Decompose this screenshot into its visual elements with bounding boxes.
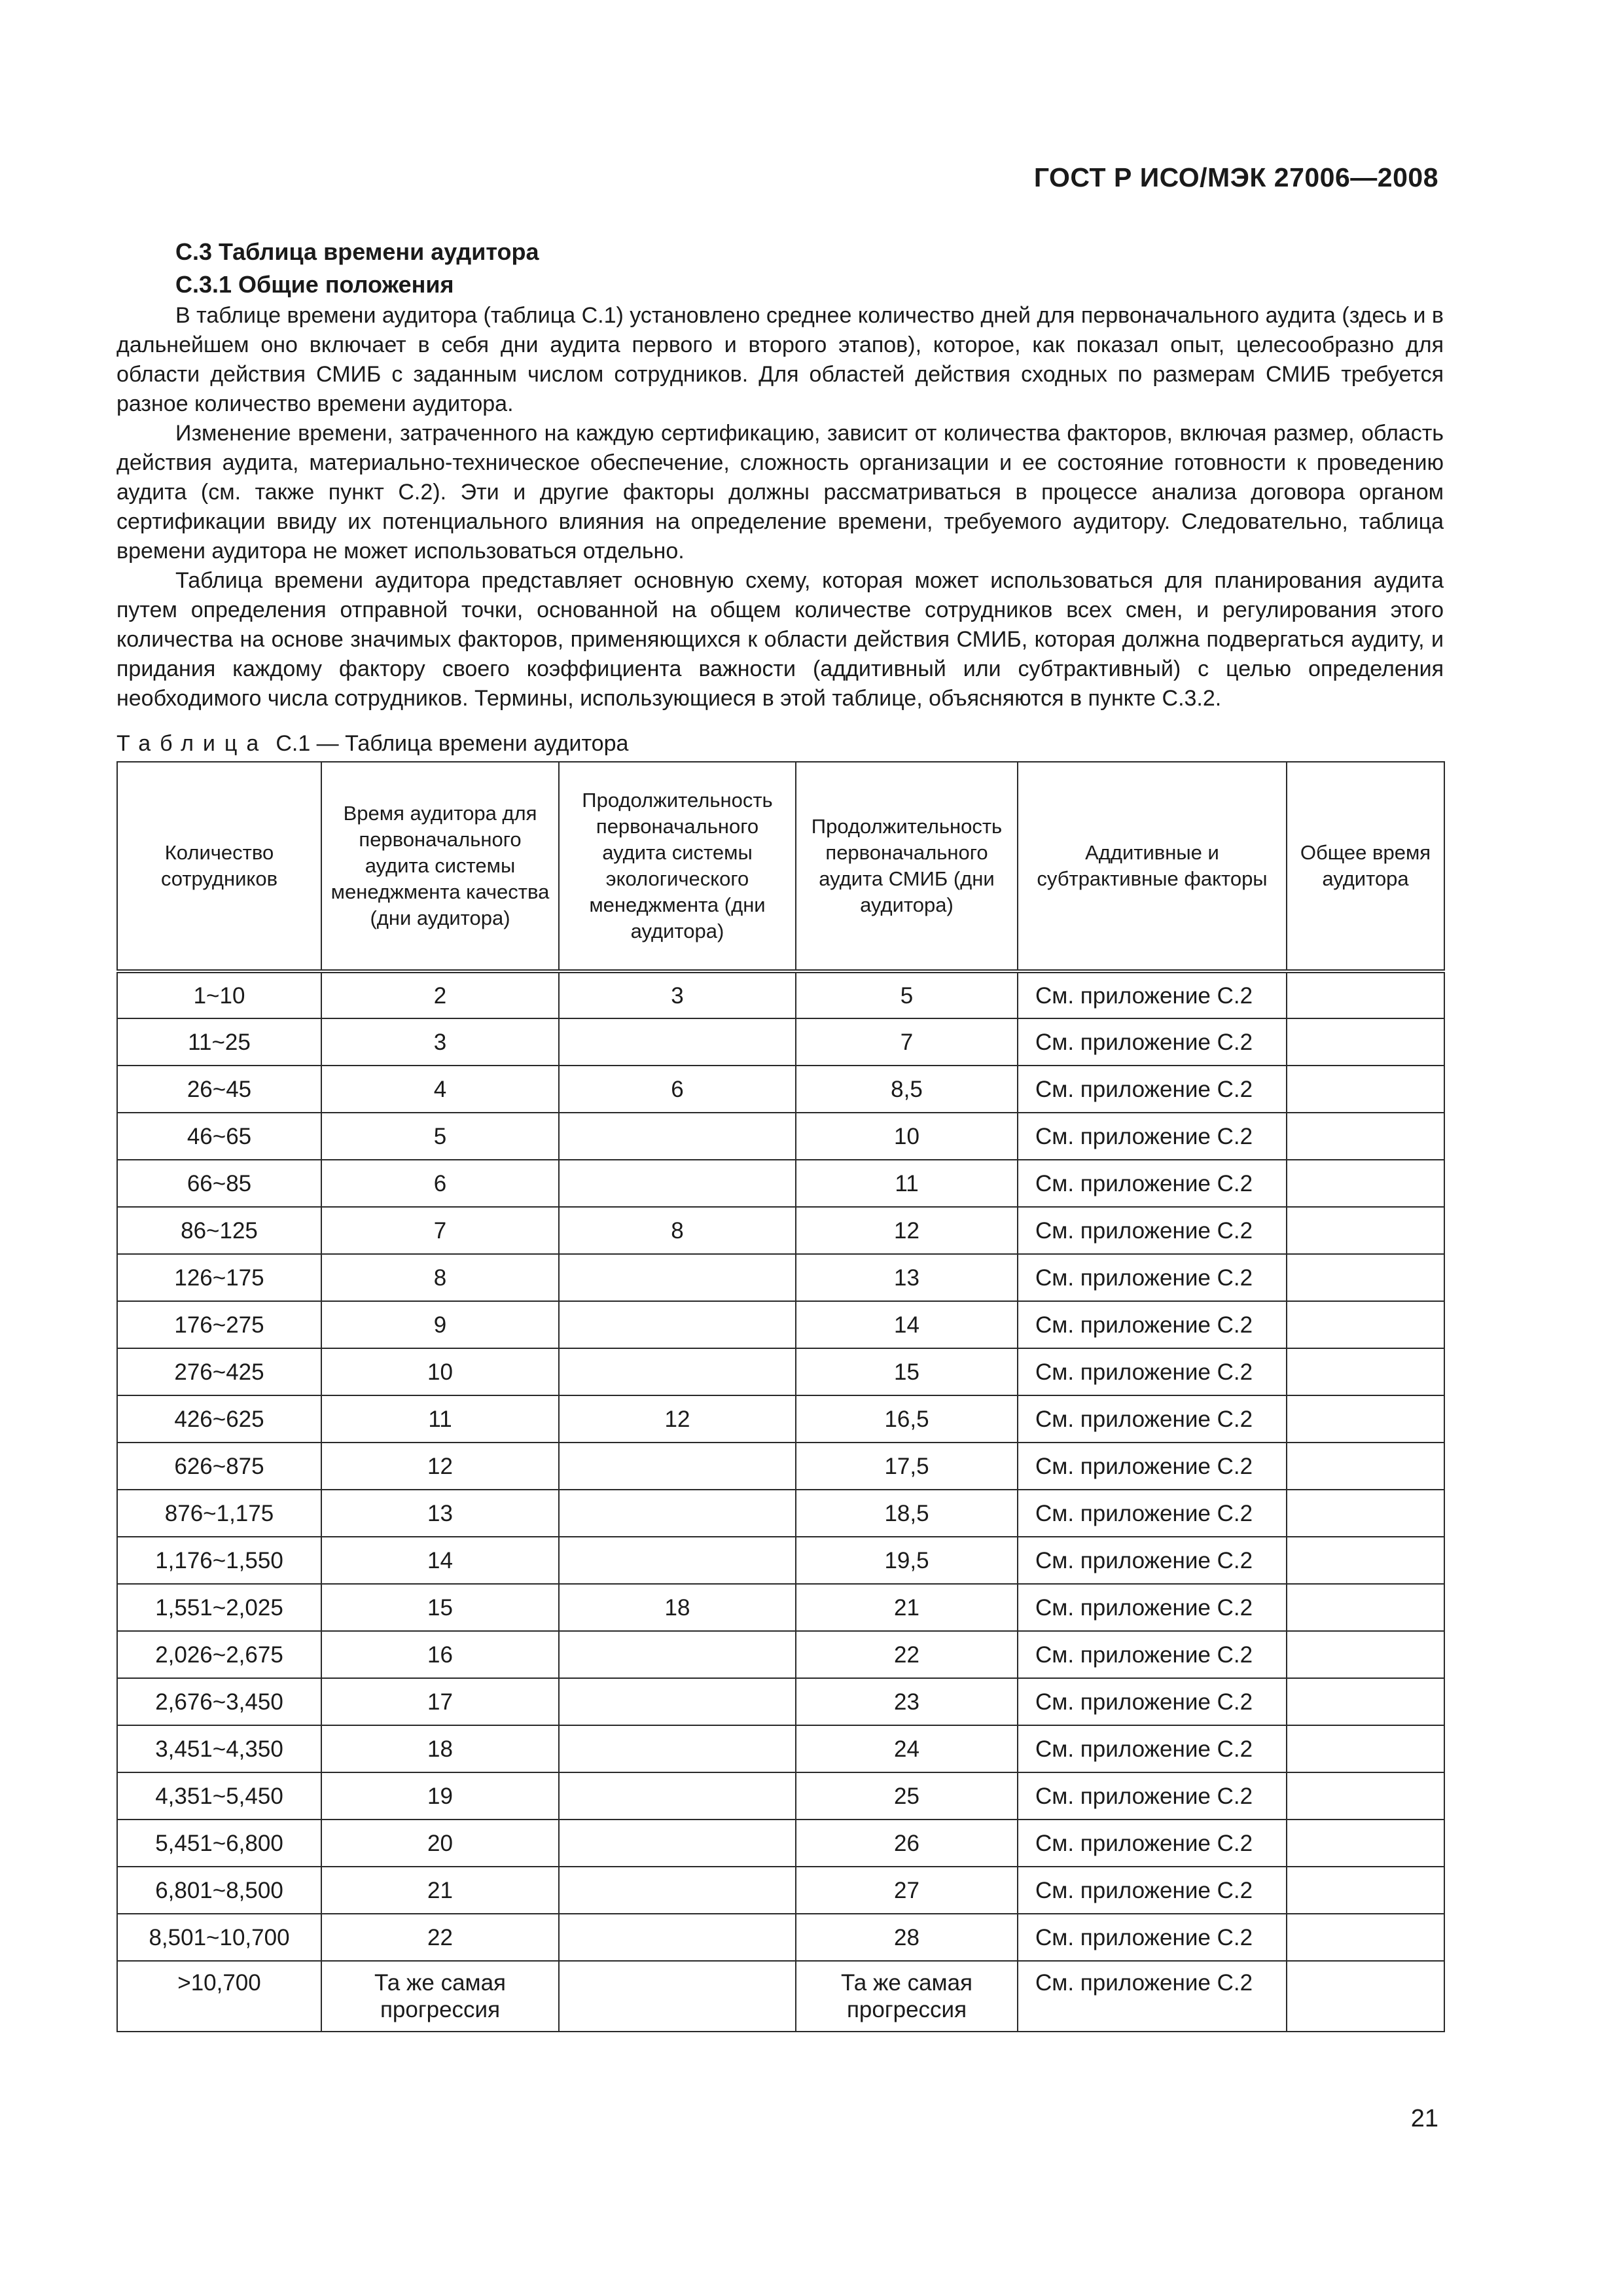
cell-ems-duration: 12 [559, 1395, 796, 1443]
cell-employees: 276~425 [117, 1348, 321, 1395]
header-factors: Аддитивные и субтрактивные факторы [1018, 762, 1287, 971]
header-employees: Количество сотрудников [117, 762, 321, 971]
cell-total-time [1287, 1725, 1444, 1772]
cell-qms-time: 15 [321, 1584, 559, 1631]
cell-factors: См. приложение С.2 [1018, 1772, 1287, 1820]
cell-ems-duration [559, 1537, 796, 1584]
cell-total-time [1287, 971, 1444, 1018]
subsection-title: С.3.1 Общие положения [175, 271, 454, 298]
cell-factors: См. приложение С.2 [1018, 1584, 1287, 1631]
cell-isms-duration: 27 [796, 1867, 1018, 1914]
cell-employees: 876~1,175 [117, 1490, 321, 1537]
cell-isms-duration: 7 [796, 1018, 1018, 1066]
cell-isms-duration: 28 [796, 1914, 1018, 1961]
auditor-time-table [116, 761, 1445, 2032]
cell-total-time [1287, 1113, 1444, 1160]
cell-total-time [1287, 1490, 1444, 1537]
cell-ems-duration [559, 1113, 796, 1160]
table-row [117, 1348, 1444, 1395]
cell-factors: См. приложение С.2 [1018, 1395, 1287, 1443]
cell-factors: См. приложение С.2 [1018, 1678, 1287, 1725]
cell-total-time [1287, 1066, 1444, 1113]
table-row [117, 1113, 1444, 1160]
cell-qms-time: 21 [321, 1867, 559, 1914]
cell-ems-duration: 3 [559, 971, 796, 1018]
cell-factors: См. приложение С.2 [1018, 1113, 1287, 1160]
cell-employees: 26~45 [117, 1066, 321, 1113]
cell-total-time [1287, 1301, 1444, 1348]
cell-factors: См. приложение С.2 [1018, 1631, 1287, 1678]
table-row [117, 1160, 1444, 1207]
table-row [117, 1867, 1444, 1914]
cell-qms-time: 14 [321, 1537, 559, 1584]
cell-qms-time: 12 [321, 1443, 559, 1490]
cell-total-time [1287, 1443, 1444, 1490]
cell-ems-duration: 18 [559, 1584, 796, 1631]
cell-ems-duration [559, 1961, 796, 2032]
cell-total-time [1287, 1584, 1444, 1631]
cell-ems-duration [559, 1443, 796, 1490]
header-total-time: Общее время аудитора [1287, 762, 1444, 971]
header-ems-duration: Продолжительность первоначального аудита системы экологического менеджмента (дни аудитора) [559, 762, 796, 971]
cell-isms-duration: 18,5 [796, 1490, 1018, 1537]
cell-total-time [1287, 1537, 1444, 1584]
cell-ems-duration [559, 1678, 796, 1725]
cell-total-time [1287, 1867, 1444, 1914]
table-row [117, 1537, 1444, 1584]
cell-factors: См. приложение С.2 [1018, 1207, 1287, 1254]
cell-factors: См. приложение С.2 [1018, 1254, 1287, 1301]
cell-employees: 426~625 [117, 1395, 321, 1443]
cell-total-time [1287, 1018, 1444, 1066]
cell-total-time [1287, 1348, 1444, 1395]
cell-ems-duration [559, 1018, 796, 1066]
cell-factors: См. приложение С.2 [1018, 1961, 1287, 2032]
cell-isms-duration: 17,5 [796, 1443, 1018, 1490]
cell-ems-duration: 8 [559, 1207, 796, 1254]
cell-isms-duration: 25 [796, 1772, 1018, 1820]
cell-factors: См. приложение С.2 [1018, 1018, 1287, 1066]
cell-employees: 3,451~4,350 [117, 1725, 321, 1772]
cell-qms-time: 22 [321, 1914, 559, 1961]
table-caption-word: Таблица [116, 731, 268, 756]
cell-isms-duration: 19,5 [796, 1537, 1018, 1584]
cell-ems-duration [559, 1254, 796, 1301]
table-row [117, 1254, 1444, 1301]
cell-qms-time: 3 [321, 1018, 559, 1066]
cell-qms-time: 16 [321, 1631, 559, 1678]
cell-ems-duration: 6 [559, 1066, 796, 1113]
cell-ems-duration [559, 1725, 796, 1772]
cell-employees: 1,176~1,550 [117, 1537, 321, 1584]
cell-isms-duration: 8,5 [796, 1066, 1018, 1113]
cell-employees: 5,451~6,800 [117, 1820, 321, 1867]
cell-employees: 4,351~5,450 [117, 1772, 321, 1820]
cell-qms-time: 6 [321, 1160, 559, 1207]
cell-total-time [1287, 1914, 1444, 1961]
cell-factors: См. приложение С.2 [1018, 971, 1287, 1018]
cell-qms-time: 5 [321, 1113, 559, 1160]
table-caption [116, 729, 1444, 759]
cell-total-time [1287, 1395, 1444, 1443]
paragraph-2: Изменение времени, затраченного на каждую сертификацию, зависит от количества факторов, включая размер, область действия аудита, материально-техническое обеспечение, сложность организации и ее состояние готовности к проведению аудита (см. также пункт С.2). Эти и другие факторы должны рассматриваться в процессе анализа договора органом сертификации ввиду их потенциального влияния на определение времени, требуемого аудитору. Следовательно, таблица времени аудитора не может использоваться отдельно. [116, 421, 1444, 564]
cell-isms-duration: 10 [796, 1113, 1018, 1160]
cell-qms-time: 13 [321, 1490, 559, 1537]
cell-factors: См. приложение С.2 [1018, 1725, 1287, 1772]
table-row [117, 1914, 1444, 1961]
cell-ems-duration [559, 1348, 796, 1395]
table-row [117, 1018, 1444, 1066]
cell-qms-time: 10 [321, 1348, 559, 1395]
cell-factors: См. приложение С.2 [1018, 1537, 1287, 1584]
cell-total-time [1287, 1820, 1444, 1867]
table-header-row [117, 762, 1444, 971]
cell-total-time [1287, 1631, 1444, 1678]
cell-qms-time: 2 [321, 971, 559, 1018]
paragraph-3: Таблица времени аудитора представляет основную схему, которая может использоваться для планирования аудита путем определения отправной точки, основанной на общем количестве сотрудников всех смен, и регулирования этого количества на основе значимых факторов, применяющихся к области действия СМИБ, которая должна подвергаться аудиту, и придания каждому фактору своего коэффициента важности (аддитивный или субтрактивный) с целью определения необходимого числа сотрудников. Термины, использующиеся в этой таблице, объясняются в пункте С.3.2. [116, 568, 1444, 711]
cell-ems-duration [559, 1772, 796, 1820]
cell-factors: См. приложение С.2 [1018, 1348, 1287, 1395]
table-row [117, 1301, 1444, 1348]
cell-employees: 126~175 [117, 1254, 321, 1301]
cell-qms-time: 11 [321, 1395, 559, 1443]
cell-isms-duration: 14 [796, 1301, 1018, 1348]
table-caption-text: С.1 — Таблица времени аудитора [276, 731, 629, 756]
header-qms-time: Время аудитора для первоначального аудита системы менеджмента качества (дни аудитора) [321, 762, 559, 971]
cell-qms-time: Та же самая прогрессия [321, 1961, 559, 2032]
cell-ems-duration [559, 1490, 796, 1537]
cell-isms-duration: 23 [796, 1678, 1018, 1725]
section-title: С.3 Таблица времени аудитора [175, 238, 539, 265]
table-row [117, 971, 1444, 1018]
table-row [117, 1725, 1444, 1772]
page-content [116, 236, 1444, 2032]
table-row [117, 1207, 1444, 1254]
header-isms-duration: Продолжительность первоначального аудита СМИБ (дни аудитора) [796, 762, 1018, 971]
cell-factors: См. приложение С.2 [1018, 1160, 1287, 1207]
cell-total-time [1287, 1678, 1444, 1725]
cell-factors: См. приложение С.2 [1018, 1820, 1287, 1867]
cell-factors: См. приложение С.2 [1018, 1443, 1287, 1490]
cell-employees: >10,700 [117, 1961, 321, 2032]
cell-employees: 8,501~10,700 [117, 1914, 321, 1961]
cell-factors: См. приложение С.2 [1018, 1301, 1287, 1348]
cell-factors: См. приложение С.2 [1018, 1867, 1287, 1914]
cell-ems-duration [559, 1301, 796, 1348]
cell-employees: 11~25 [117, 1018, 321, 1066]
cell-isms-duration: 11 [796, 1160, 1018, 1207]
cell-employees: 6,801~8,500 [117, 1867, 321, 1914]
cell-qms-time: 20 [321, 1820, 559, 1867]
paragraph-1: В таблице времени аудитора (таблица С.1) установлено среднее количество дней для первоначального аудита (здесь и в дальнейшем оно включает в себя дни аудита первого и второго этапов), которое, как показал опыт, целесообразно для области действия СМИБ с заданным числом сотрудников. Для областей действия сходных по размерам СМИБ требуется разное количество времени аудитора. [116, 303, 1444, 416]
cell-employees: 2,026~2,675 [117, 1631, 321, 1678]
cell-ems-duration [559, 1820, 796, 1867]
cell-employees: 46~65 [117, 1113, 321, 1160]
table-row [117, 1584, 1444, 1631]
cell-ems-duration [559, 1160, 796, 1207]
cell-qms-time: 4 [321, 1066, 559, 1113]
table-row [117, 1678, 1444, 1725]
cell-employees: 626~875 [117, 1443, 321, 1490]
cell-isms-duration: 21 [796, 1584, 1018, 1631]
cell-total-time [1287, 1207, 1444, 1254]
cell-qms-time: 17 [321, 1678, 559, 1725]
cell-isms-duration: 13 [796, 1254, 1018, 1301]
cell-qms-time: 19 [321, 1772, 559, 1820]
cell-employees: 2,676~3,450 [117, 1678, 321, 1725]
cell-total-time [1287, 1772, 1444, 1820]
table-row [117, 1820, 1444, 1867]
cell-employees: 1,551~2,025 [117, 1584, 321, 1631]
table-row [117, 1961, 1444, 2032]
cell-employees: 1~10 [117, 971, 321, 1018]
cell-qms-time: 8 [321, 1254, 559, 1301]
cell-ems-duration [559, 1867, 796, 1914]
table-row [117, 1490, 1444, 1537]
cell-employees: 176~275 [117, 1301, 321, 1348]
cell-isms-duration: 15 [796, 1348, 1018, 1395]
cell-isms-duration: 5 [796, 971, 1018, 1018]
cell-qms-time: 7 [321, 1207, 559, 1254]
cell-total-time [1287, 1254, 1444, 1301]
table-row [117, 1066, 1444, 1113]
cell-employees: 66~85 [117, 1160, 321, 1207]
cell-isms-duration: 26 [796, 1820, 1018, 1867]
table-row [117, 1395, 1444, 1443]
cell-isms-duration: 24 [796, 1725, 1018, 1772]
cell-qms-time: 18 [321, 1725, 559, 1772]
cell-factors: См. приложение С.2 [1018, 1490, 1287, 1537]
cell-ems-duration [559, 1631, 796, 1678]
cell-factors: См. приложение С.2 [1018, 1914, 1287, 1961]
cell-isms-duration: 12 [796, 1207, 1018, 1254]
page-number: 21 [1410, 2105, 1438, 2132]
cell-factors: См. приложение С.2 [1018, 1066, 1287, 1113]
table-row [117, 1631, 1444, 1678]
table-row [117, 1443, 1444, 1490]
table-body [117, 971, 1444, 2032]
cell-ems-duration [559, 1914, 796, 1961]
table-row [117, 1772, 1444, 1820]
cell-total-time [1287, 1160, 1444, 1207]
document-code: ГОСТ Р ИСО/МЭК 27006—2008 [1033, 162, 1438, 192]
cell-isms-duration: 16,5 [796, 1395, 1018, 1443]
cell-total-time [1287, 1961, 1444, 2032]
cell-employees: 86~125 [117, 1207, 321, 1254]
cell-isms-duration: Та же самая прогрессия [796, 1961, 1018, 2032]
cell-qms-time: 9 [321, 1301, 559, 1348]
cell-isms-duration: 22 [796, 1631, 1018, 1678]
